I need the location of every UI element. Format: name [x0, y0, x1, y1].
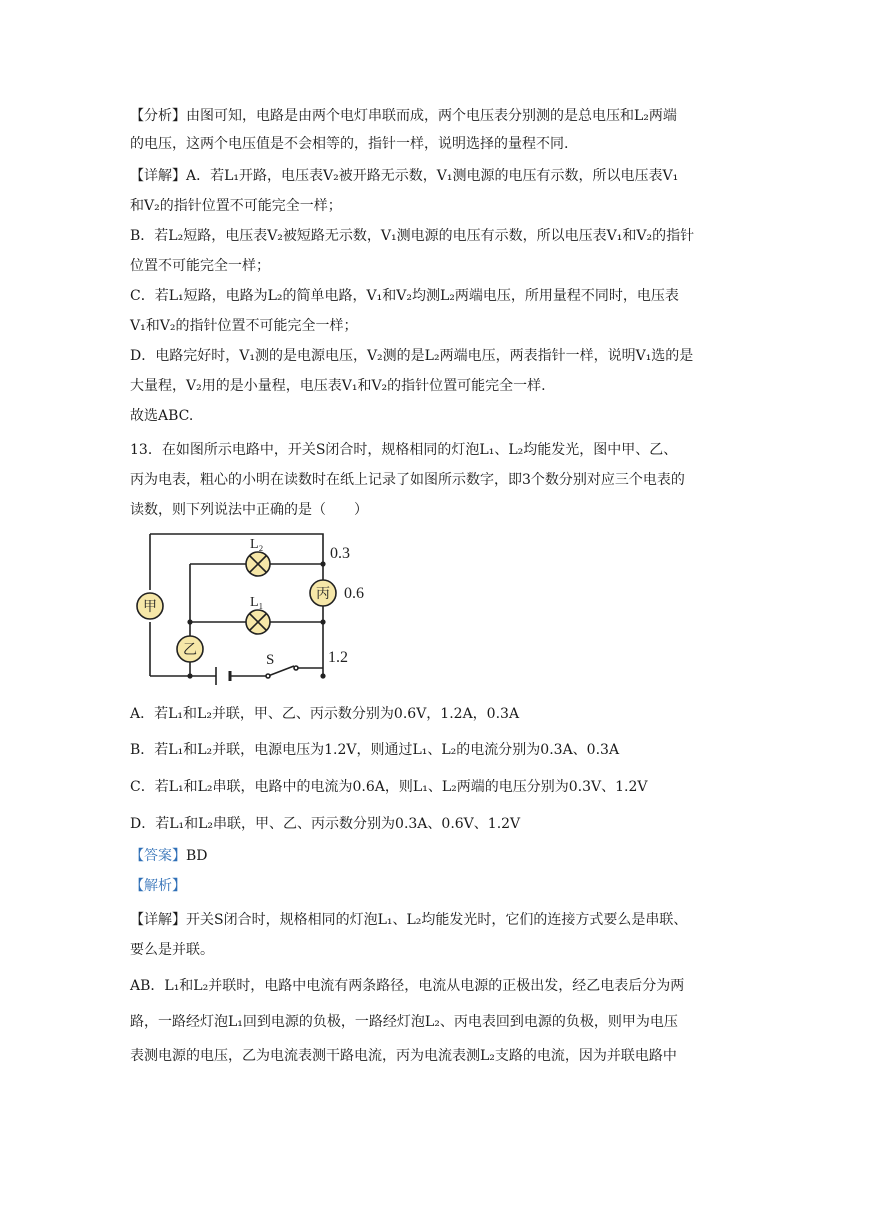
question-13-line-1: 13．在如图所示电路中，开关S闭合时，规格相同的灯泡L₁、L₂均能发光，图中甲、乙、	[130, 442, 678, 458]
option-b: B．若L₁和L₂并联，电源电压为1.2V，则通过L₁、L₂的电流分别为0.3A、0.3A	[130, 742, 620, 758]
answer-value: BD	[186, 848, 208, 864]
reading-bottom: 1.2	[328, 649, 348, 666]
option-a: A．若L₁和L₂并联，甲、乙、丙示数分别为0.6V，1.2A，0.3A	[130, 706, 520, 722]
option-c: C．若L₁和L₂串联，电路中的电流为0.6A，则L₁、L₂两端的电压分别为0.3V、1.2V	[130, 779, 648, 795]
detail-line-d2: 大量程，V₂用的是小量程，电压表V₁和V₂的指针位置可能完全一样.	[130, 378, 546, 394]
explain-line-2: 要么是并联。	[130, 942, 214, 958]
answer-line	[130, 846, 750, 866]
option-d: D．若L₁和L₂串联，甲、乙、丙示数分别为0.3A、0.6V、1.2V	[130, 816, 521, 832]
question-13-line-3: 读数，则下列说法中正确的是（ ）	[130, 502, 368, 518]
analysis-line-1: 【分析】由图可知，电路是由两个电灯串联而成，两个电压表分别测的是总电压和L₂两端	[130, 108, 677, 124]
reading-top: 0.3	[330, 545, 350, 562]
lamp-l2-icon	[246, 552, 270, 576]
explain-line-5: 表测电源的电压，乙为电流表测干路电流，丙为电流表测L₂支路的电流，因为并联电路中	[130, 1048, 677, 1064]
analysis-tag: 【解析】	[130, 878, 186, 894]
meter-jia-label: 甲	[143, 600, 157, 615]
answer-tag: 【答案】	[130, 848, 186, 864]
detail-line-c1: C．若L₁短路，电路为L₂的简单电路，V₁和V₂均测L₂两端电压，所用量程不同时，电压表	[130, 288, 679, 304]
meter-bing-label: 丙	[316, 587, 330, 602]
lamp-l1-icon	[246, 610, 270, 634]
lamp-l2-label: L₂	[250, 537, 264, 552]
explain-line-4: 路，一路经灯泡L₁回到电源的负极，一路经灯泡L₂、丙电表回到电源的负极，则甲为电压	[130, 1014, 678, 1030]
detail-line-a2: 和V₂的指针位置不可能完全一样；	[130, 198, 342, 214]
explain-line-3: AB．L₁和L₂并联时，电路中电流有两条路径，电流从电源的正极出发，经乙电表后分为两	[130, 978, 685, 994]
switch-label: S	[266, 652, 275, 668]
question-13-line-2: 丙为电表，粗心的小明在读数时在纸上记录了如图所示数字，即3个数分别对应三个电表的	[130, 472, 685, 488]
reading-mid: 0.6	[344, 585, 364, 602]
detail-line-b1: B．若L₂短路，电压表V₂被短路无示数，V₁测电源的电压有示数，所以电压表V₁和V₂的指针	[130, 228, 695, 244]
circuit-diagram	[128, 528, 368, 688]
battery-icon	[216, 667, 230, 685]
meter-yi-label: 乙	[183, 643, 197, 658]
explain-line-1: 【详解】开关S闭合时，规格相同的灯泡L₁、L₂均能发光时，它们的连接方式要么是串联、	[130, 912, 688, 928]
analysis-line-2: 的电压，这两个电压值是不会相等的，指针一样，说明选择的量程不同.	[130, 136, 569, 152]
detail-line-c2: V₁和V₂的指针位置不可能完全一样；	[130, 318, 358, 334]
choice-line: 故选ABC.	[130, 408, 194, 424]
lamp-l1-label: L₁	[250, 595, 264, 610]
detail-line-b2: 位置不可能完全一样；	[130, 258, 270, 274]
circuit-wires	[150, 534, 323, 676]
detail-line-d1: D．电路完好时，V₁测的是电源电压，V₂测的是L₂两端电压，两表指针一样，说明V₁选的是	[130, 348, 694, 364]
detail-line-a1: 【详解】A．若L₁开路，电压表V₂被开路无示数，V₁测电源的电压有示数，所以电压表V₁	[130, 168, 679, 184]
